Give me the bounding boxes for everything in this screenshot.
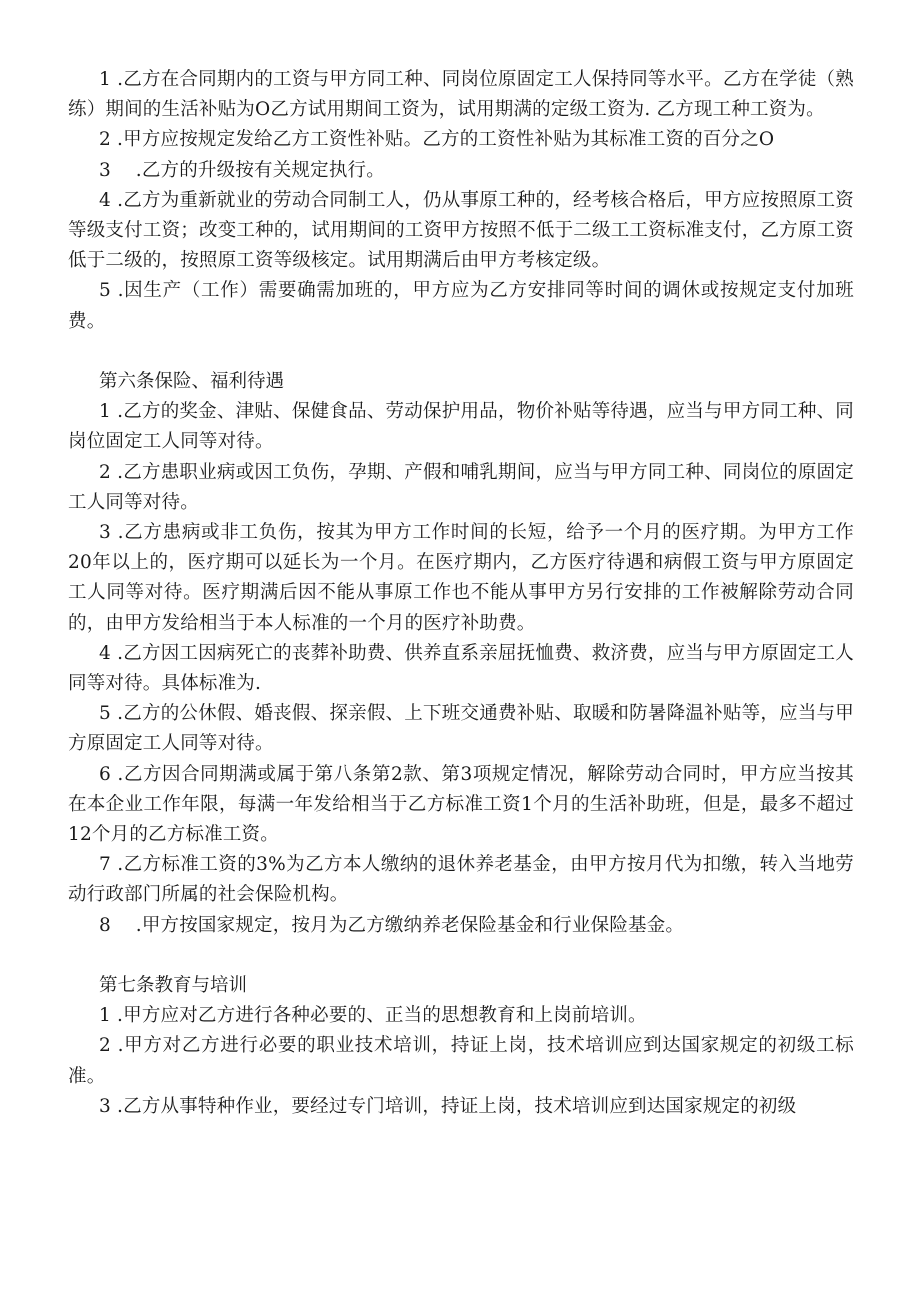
section-spacer bbox=[68, 337, 854, 367]
clause-paragraph: 2 .乙方患职业病或因工负伤，孕期、产假和哺乳期间，应当与甲方同工种、同岗位的原固定工人同等对待。 bbox=[68, 461, 854, 513]
clause-paragraph: 1 .乙方在合同期内的工资与甲方同工种、同岗位原固定工人保持同等水平。乙方在学徒（熟练）期间的生活补贴为O乙方试用期间工资为，试用期满的定级工资为. 乙方现工种工资为。 bbox=[68, 69, 854, 121]
clause-paragraph: 2 .甲方应按规定发给乙方工资性补贴。乙方的工资性补贴为其标准工资的百分之O bbox=[99, 129, 775, 151]
clause-paragraph: 6 .乙方因合同期满或属于第八条第2款、第3项规定情况，解除劳动合同时，甲方应当按其在本企业工作年限，每满一年发给相当于乙方标准工资1个月的生活补助班，但是，最多不超过12个月的乙方标准工资。 bbox=[68, 763, 854, 846]
clause-paragraph: 4 .乙方为重新就业的劳动合同制工人，仍从事原工种的，经考核合格后，甲方应按照原工资等级支付工资；改变工种的，试用期间的工资甲方按照不低于二级工工资标准支付，乙方原工资低于二级的，按照原工资等级核定。试用期满后由甲方考核定级。 bbox=[68, 189, 854, 272]
clause-paragraph: 1 .甲方应对乙方进行各种必要的、正当的思想教育和上岗前培训。 bbox=[99, 1005, 647, 1027]
clause-paragraph: 3 .乙方的升级按有关规定执行。 bbox=[99, 159, 385, 181]
clause-paragraph: 8 .甲方按国家规定，按月为乙方缴纳养老保险基金和行业保险基金。 bbox=[99, 914, 685, 936]
clause-paragraph: 5 .乙方的公休假、婚丧假、探亲假、上下班交通费补贴、取暖和防暑降温补贴等，应当与甲方原固定工人同等对待。 bbox=[68, 703, 854, 755]
clause-paragraph: 2 .甲方对乙方进行必要的职业技术培训，持证上岗，技术培训应到达国家规定的初级工标准。 bbox=[68, 1035, 854, 1087]
section-6 bbox=[68, 367, 854, 941]
clause-paragraph: 5 .因生产（工作）需要确需加班的，甲方应为乙方安排同等时间的调休或按规定支付加班费。 bbox=[68, 280, 854, 332]
document-body bbox=[68, 65, 854, 1122]
section-heading: 第六条保险、福利待遇 bbox=[99, 371, 285, 393]
section-5-items bbox=[68, 65, 854, 337]
clause-paragraph: 4 .乙方因工因病死亡的丧葬补助费、供养直系亲屈抚恤费、救济费，应当与甲方原固定工人同等对待。具体标准为. bbox=[68, 642, 854, 695]
section-heading: 第七条教育与培训 bbox=[99, 975, 248, 997]
section-7 bbox=[68, 971, 854, 1122]
section-spacer bbox=[68, 941, 854, 971]
clause-paragraph: 3 .乙方患病或非工负伤，按其为甲方工作时间的长短，给予一个月的医疗期。为甲方工作20年以上的，医疗期可以延长为一个月。在医疗期内，乙方医疗待遇和病假工资与甲方原固定工人同等对待。医疗期满后因不能从事原工作也不能从事甲方另行安排的工作被解除劳动合同的，由甲方发给相当于本人标准的一个月的医疗补助费。 bbox=[68, 522, 854, 634]
clause-paragraph: 1 .乙方的奖金、津贴、保健食品、劳动保护用品，物价补贴等待遇，应当与甲方同工种、同岗位固定工人同等对待。 bbox=[68, 401, 854, 453]
clause-paragraph: 7 .乙方标准工资的3%为乙方本人缴纳的退休养老基金，由甲方按月代为扣缴，转入当地劳动行政部门所属的社会保险机构。 bbox=[68, 854, 854, 906]
clause-paragraph: 3 .乙方从事特种作业，要经过专门培训，持证上岗，技术培训应到达国家规定的初级 bbox=[99, 1095, 797, 1117]
